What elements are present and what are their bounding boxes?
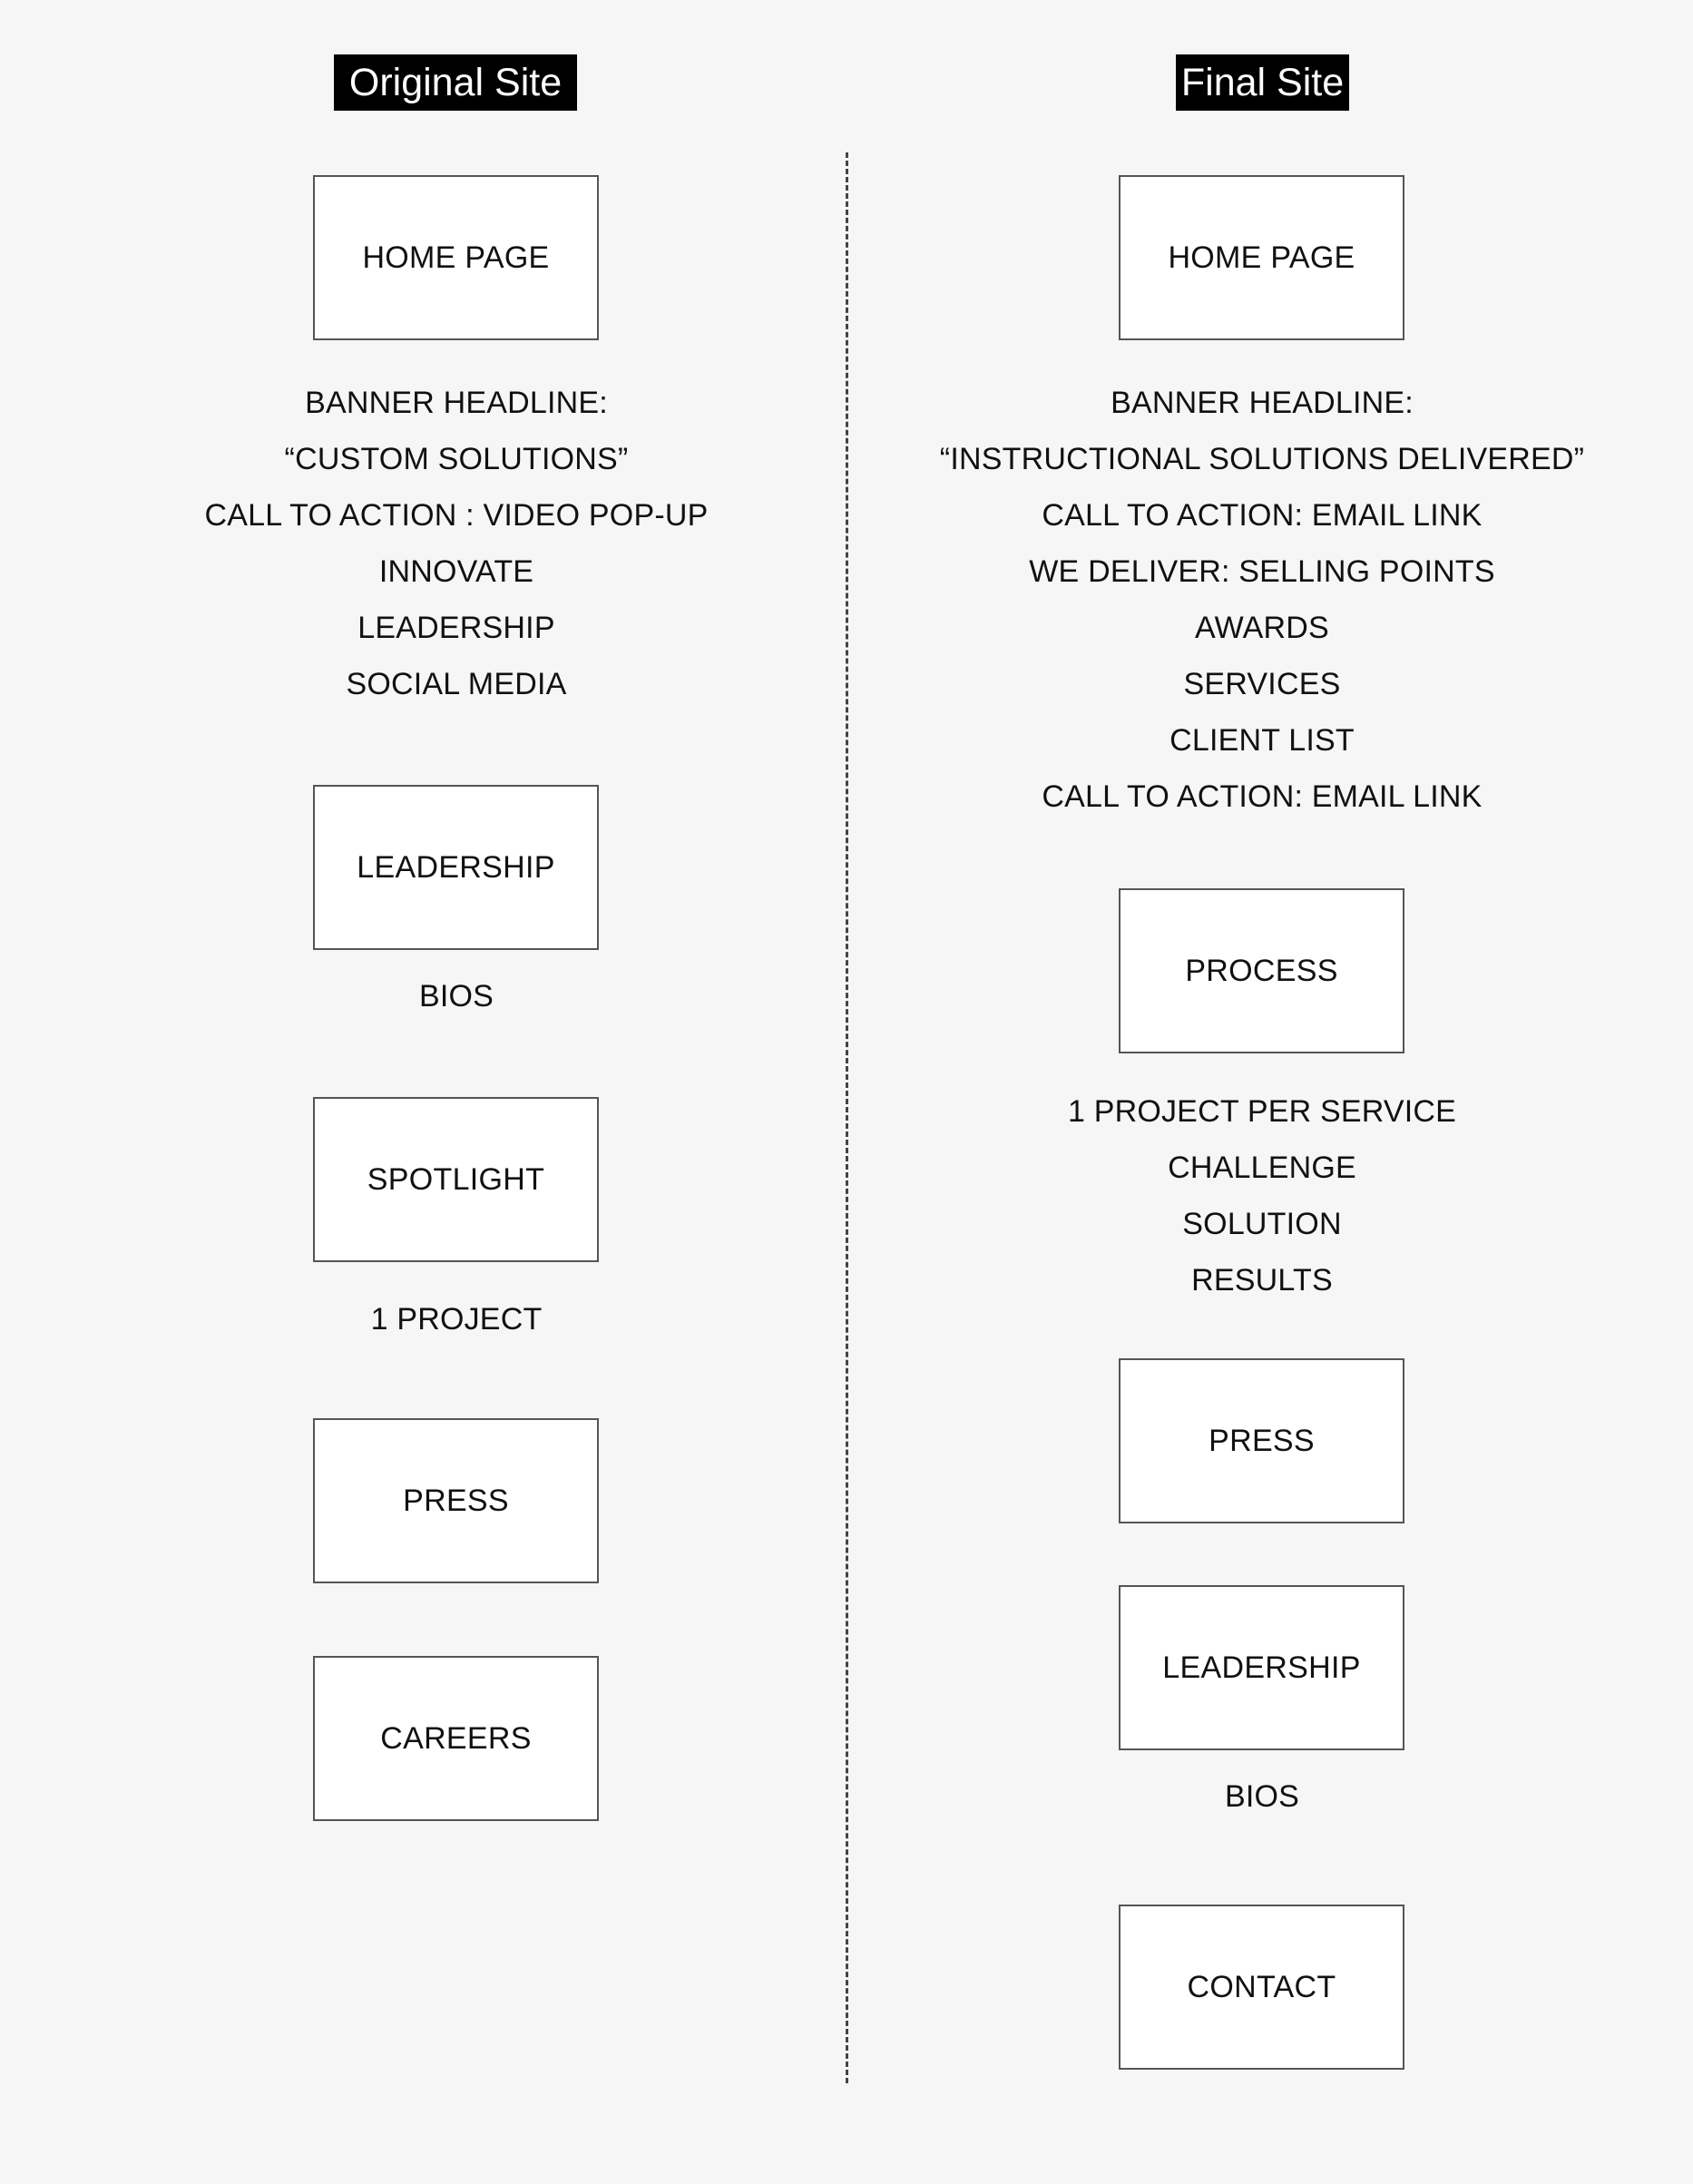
original-home-item-banner-headline: BANNER HEADLINE: <box>305 386 608 420</box>
final-home-item-banner-headline: BANNER HEADLINE: <box>1111 386 1414 420</box>
original-home-item-social-media: SOCIAL MEDIA <box>346 667 567 701</box>
final-home-item-awards: AWARDS <box>1195 611 1329 645</box>
original-spotlight-item-project: 1 PROJECT <box>370 1302 543 1337</box>
final-home-item-selling-points: WE DELIVER: SELLING POINTS <box>1029 554 1495 589</box>
column-divider <box>846 152 848 2083</box>
final-home-item-call-to-action-2: CALL TO ACTION: EMAIL LINK <box>1042 779 1483 814</box>
final-process-item-project-per-service: 1 PROJECT PER SERVICE <box>1067 1094 1457 1129</box>
final-home-item-client-list: CLIENT LIST <box>1169 723 1355 758</box>
original-home-page-box: HOME PAGE <box>313 175 599 340</box>
final-home-item-headline-text: “INSTRUCTIONAL SOLUTIONS DELIVERED” <box>939 442 1585 476</box>
original-home-item-innovate: INNOVATE <box>378 554 534 589</box>
final-press-box: PRESS <box>1119 1358 1404 1523</box>
original-leadership-box: LEADERSHIP <box>313 785 599 950</box>
final-home-page-box: HOME PAGE <box>1119 175 1404 340</box>
original-press-box: PRESS <box>313 1418 599 1583</box>
original-home-item-leadership: LEADERSHIP <box>357 611 555 645</box>
original-careers-box: CAREERS <box>313 1656 599 1821</box>
final-process-box: PROCESS <box>1119 888 1404 1053</box>
original-site-title: Original Site <box>334 54 577 111</box>
final-process-item-results: RESULTS <box>1191 1263 1333 1298</box>
original-leadership-item-bios: BIOS <box>418 979 494 1014</box>
final-contact-box: CONTACT <box>1119 1905 1404 2070</box>
final-process-item-solution: SOLUTION <box>1182 1207 1342 1241</box>
original-home-item-call-to-action: CALL TO ACTION : VIDEO POP-UP <box>204 498 709 533</box>
final-process-item-challenge: CHALLENGE <box>1168 1151 1356 1185</box>
final-home-item-services: SERVICES <box>1183 667 1341 701</box>
final-home-item-call-to-action: CALL TO ACTION: EMAIL LINK <box>1042 498 1483 533</box>
final-site-title: Final Site <box>1176 54 1349 111</box>
original-home-item-headline-text: “CUSTOM SOLUTIONS” <box>284 442 629 476</box>
original-spotlight-box: SPOTLIGHT <box>313 1097 599 1262</box>
final-leadership-box: LEADERSHIP <box>1119 1585 1404 1750</box>
final-leadership-item-bios: BIOS <box>1224 1779 1300 1814</box>
